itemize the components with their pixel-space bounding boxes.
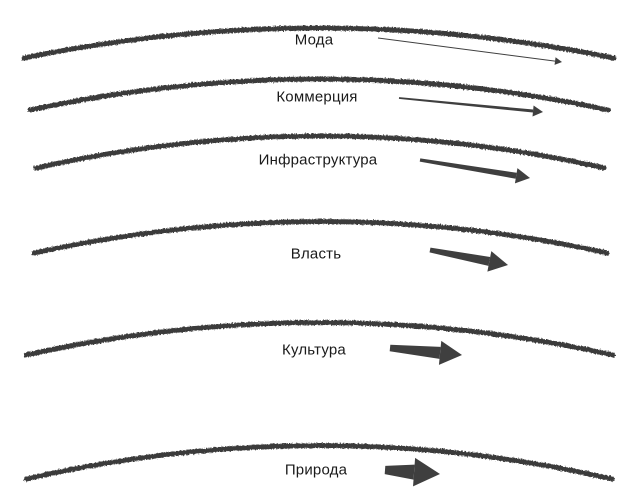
layer-label-infrastruktura: Инфраструктура [258,151,378,169]
layer-label-vlast: Власть [290,245,342,263]
layer-label-moda: Мода [294,31,334,49]
layer-label-kultura: Культура [282,341,346,359]
layer-label-priroda: Природа [284,461,348,479]
layer-label-kommerciya: Коммерция [276,88,358,106]
